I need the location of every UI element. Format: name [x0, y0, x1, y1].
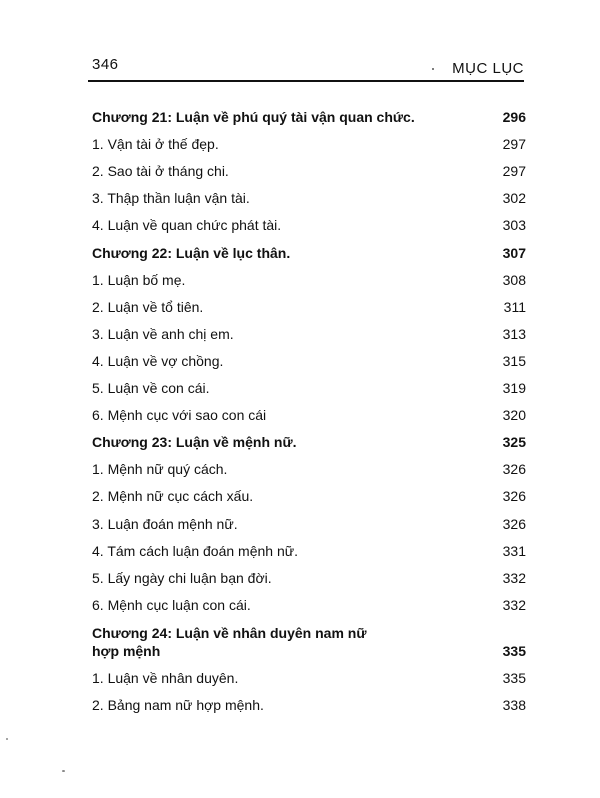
toc-entry-title: 2. Sao tài ở tháng chi.: [92, 163, 229, 180]
header-mark: [432, 68, 434, 70]
toc-entry-title: 4. Luận về vợ chồng.: [92, 352, 224, 369]
toc-entry-title: 1. Vận tài ở thế đẹp.: [92, 136, 219, 153]
toc-entry-page: 332: [502, 596, 526, 613]
toc-entry-page: 338: [502, 696, 526, 713]
toc-entry-title: 4. Tám cách luận đoán mệnh nữ.: [92, 542, 299, 559]
toc-entry-page: 332: [502, 569, 526, 586]
toc-entry: [92, 289, 526, 316]
toc-entry-page: 320: [502, 407, 526, 424]
table-of-contents: [92, 99, 526, 714]
toc-chapter-22: [92, 234, 526, 261]
toc-entry-title-line: hợp mệnh: [92, 642, 161, 659]
toc-entry-title: Chương 23: Luận về mệnh nữ.: [92, 434, 297, 451]
toc-entry: [92, 505, 526, 532]
toc-entry-page: 315: [502, 352, 526, 369]
toc-entry-title: 1. Luận bố mẹ.: [92, 271, 186, 288]
toc-entry-page: 326: [502, 461, 526, 478]
toc-entry: [92, 343, 526, 370]
toc-entry: [92, 587, 526, 614]
toc-entry-page: 307: [502, 244, 526, 261]
toc-entry: [92, 451, 526, 478]
toc-entry-title: 4. Luận về quan chức phát tài.: [92, 217, 282, 234]
toc-entry-title: 1. Luận về nhân duyên.: [92, 669, 239, 686]
toc-entry-title-line: Chương 24: Luận về nhân duyên nam nữ: [92, 624, 367, 641]
toc-entry-page: 325: [502, 434, 526, 451]
toc-entry-title: Chương 22: Luận về lục thân.: [92, 244, 291, 261]
toc-entry-title: [92, 624, 496, 660]
toc-entry-page: 313: [502, 325, 526, 342]
toc-entry-title: 3. Luận đoán mệnh nữ.: [92, 515, 238, 532]
toc-entry-page: 319: [502, 380, 526, 397]
toc-entry: [92, 397, 526, 424]
toc-entry-title: 2. Bảng nam nữ hợp mệnh.: [92, 696, 264, 713]
toc-entry-page: 302: [502, 190, 526, 207]
toc-entry-title: 5. Lấy ngày chi luận bạn đời.: [92, 569, 272, 586]
toc-entry-page: 297: [502, 163, 526, 180]
toc-entry: [92, 207, 526, 234]
toc-entry: [92, 180, 526, 207]
toc-entry-page: 326: [502, 515, 526, 532]
toc-chapter-23: [92, 424, 526, 451]
toc-entry: [92, 316, 526, 343]
toc-entry: [92, 560, 526, 587]
toc-entry-title: 6. Mệnh cục với sao con cái: [92, 407, 267, 424]
toc-entry: [92, 478, 526, 505]
toc-entry: [92, 533, 526, 560]
toc-entry-page: 326: [502, 488, 526, 505]
toc-entry-page: 311: [503, 298, 526, 315]
toc-entry-page: 297: [502, 136, 526, 153]
toc-entry: [92, 153, 526, 180]
toc-entry-title: 1. Mệnh nữ quý cách.: [92, 461, 228, 478]
toc-entry-title: 3. Luận về anh chị em.: [92, 325, 234, 342]
toc-entry-page: 331: [502, 542, 526, 559]
running-title: MỤC LỤC: [452, 60, 524, 77]
page-number: 346: [92, 56, 119, 73]
toc-entry-title: 2. Mệnh nữ cục cách xấu.: [92, 488, 254, 505]
toc-entry: [92, 687, 526, 714]
toc-entry-title: 5. Luận về con cái.: [92, 380, 210, 397]
toc-entry-page: 335: [502, 642, 526, 659]
toc-entry-page: 296: [502, 109, 526, 126]
toc-entry-page: 335: [502, 669, 526, 686]
toc-entry: [92, 370, 526, 397]
toc-entry-title: 2. Luận về tổ tiên.: [92, 298, 204, 315]
toc-chapter-24: [92, 614, 526, 660]
header-rule: [88, 80, 524, 82]
toc-entry-page: 308: [502, 271, 526, 288]
toc-entry-title: Chương 21: Luận về phú quý tài vận quan chức.: [92, 109, 415, 126]
toc-entry: [92, 126, 526, 153]
toc-entry-page: 303: [502, 217, 526, 234]
scan-speck: [6, 738, 8, 740]
scan-speck: [62, 770, 65, 772]
toc-entry-title: 3. Thập thần luận vận tài.: [92, 190, 250, 207]
toc-entry-title: 6. Mệnh cục luận con cái.: [92, 596, 251, 613]
toc-chapter-21: [92, 99, 526, 126]
toc-entry: [92, 262, 526, 289]
toc-entry: [92, 660, 526, 687]
